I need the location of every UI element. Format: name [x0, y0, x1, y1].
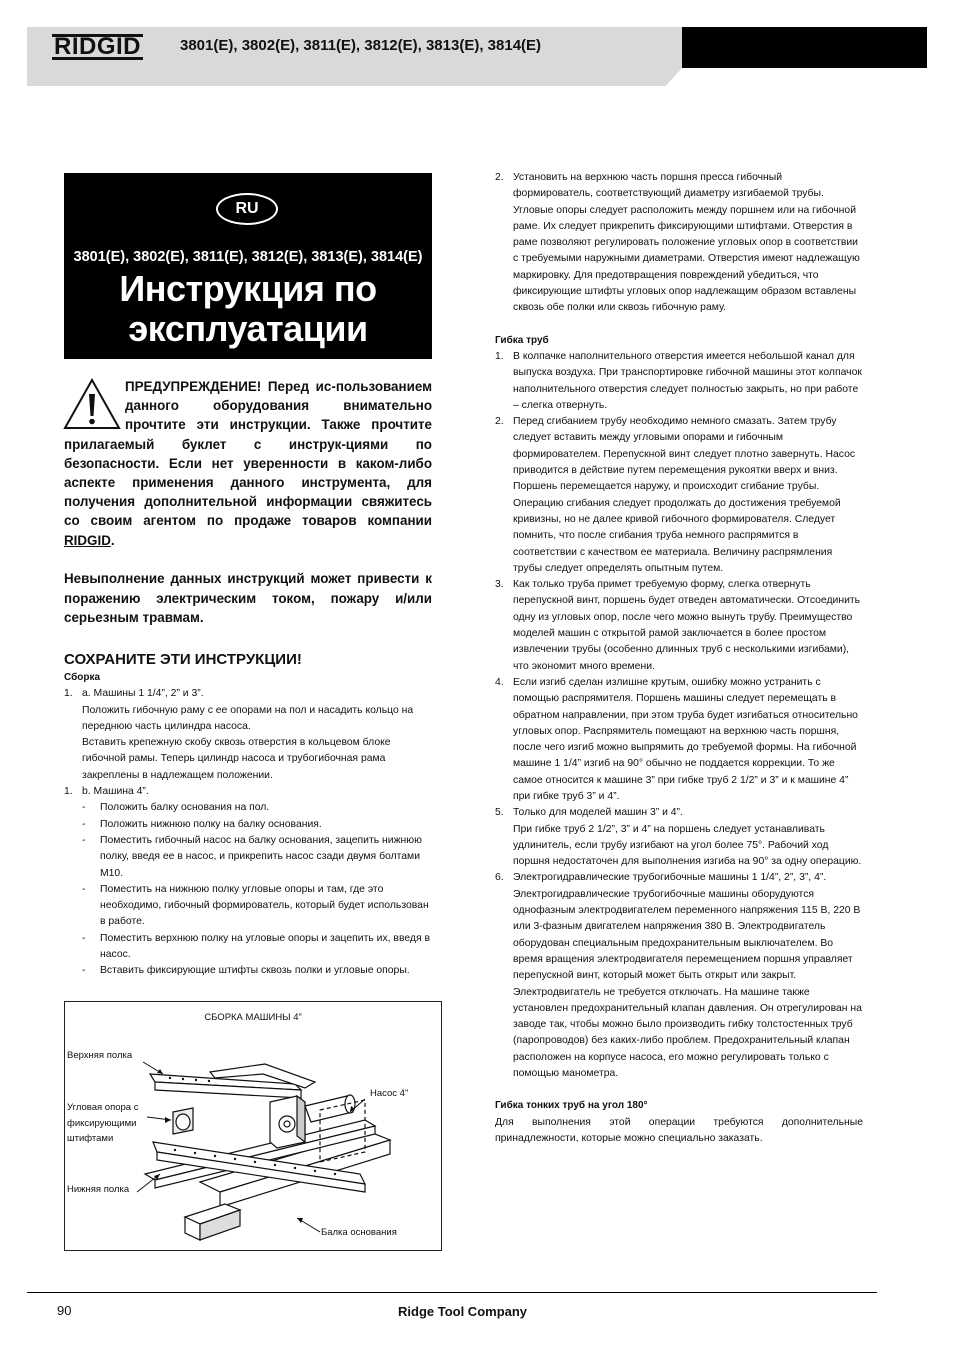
- assembly-section: [64, 670, 432, 980]
- bending-section: [495, 170, 863, 1147]
- header-models: 3801(E), 3802(E), 3811(E), 3812(E), 3813(E), 3814(E): [180, 37, 542, 54]
- title-line-2: эксплуатации: [128, 308, 368, 349]
- dash-item: - Положить балку основания на пол.: [82, 802, 270, 814]
- header-strip: [27, 68, 682, 86]
- item-number: 1.: [64, 786, 73, 798]
- item-line: a. Машины 1 1/4”, 2” и 3”.: [82, 688, 204, 700]
- warning-note: Невыполнение данных инструкций может привести к поражению электрическим током, пожару и/или серьезным травмам.: [64, 571, 432, 625]
- list-item: 6. Электрогидравлические трубогибочные машины 1 1/4”, 2”, 3”, 4”. Электрогидравлические трубогибочные машины оборудуются однофазным электродвигателем переменного напряжения 115 В, 220 В или 3-фазным двигателем напряжения 380 В. Электродвигатель оборудован специальным предохранительным выключателем. Во время вращения электродвигателя перемещением поршня управляет перепускной винт, который может быть открыт или закрыт. Электродвигатель не требуется отключать. На машине также установлен предохранительный клапан давления. Он отрегулирован на заводе так, чтобы можно было производить гибку толстостенных труб (паропроводов) без каких-либо проблем. Предохранительный клапан расположен на корпусе насоса, его можно регулировать только с помощью манометра.: [495, 872, 862, 1080]
- item-text: Установить на верхнюю часть поршня пресса гибочный формирователь, соответствующий диаметру изгибаемой трубы. Угловые опоры следует расположить между поршнем или на гибочной раме. Их следует прикрепить фиксирующими штифтами. Отверстия в раме позволяют регулировать положение угловых опор в соответствии с требуемыми наружными диаметрами. Отверстия имеют надлежащую маркировку. Для предотвращения повреждений убедиться, что фиксирующие штифты угловых опор надлежащим образом вставлены сквозь обе полки или сквозь гибочную раму.: [513, 172, 860, 314]
- figure-caption: СБОРКА МАШИНЫ 4”: [204, 1012, 302, 1023]
- list-item: [64, 784, 432, 800]
- label-top-shelf: Верхняя полка: [67, 1050, 133, 1061]
- item-line: Вставить крепежную скобу сквозь отверстия в кольцевом блоке гибочной рамы. Теперь цилиндр насоса и трубогибочная рама закреплены в надлежащем положении.: [82, 737, 391, 781]
- list-item: 2. Перед сгибанием трубу необходимо немного смазать. Затем трубу следует вставить между угловыми опорами и гибочным формирователем. Перепускной винт следует плотно завернуть. Насос приводится в действие путем перемещения рукоятки вверх и вниз. Поршень перемещается наружу, и происходит сгибание трубы. Операцию сгибания следует продолжать до достижения требуемой кривизны, но не далее кривой гибочного формирователя. Следует помнить, что после сгибания труба немного распрямится в соответствии с качеством ее материала. Величину распрямления трубы следует определять опытным путем.: [495, 416, 856, 574]
- list-item: [64, 686, 432, 784]
- dash-item: - Поместить гибочный насос на балку основания, зацепить нижнюю полку, введя ее в насос, и прикрепить насос сзади двумя болтами M10.: [82, 834, 422, 879]
- label-base-beam: Балка основания: [321, 1227, 397, 1238]
- label-pump: Насос 4”: [370, 1088, 409, 1099]
- item-number: 1.: [64, 688, 73, 700]
- list-item: 1. В колпачке наполнительного отверстия имеется небольшой канал для выпуска воздуха. При транспортировке гибочной машины этот колпачок наполнительного отверстия следует полностью закрыть, но при работе – слегка отвернуть.: [495, 350, 862, 411]
- company-name: Ridge Tool Company: [398, 1304, 528, 1319]
- label-bottom-shelf: Нижняя полка: [67, 1184, 130, 1195]
- dash-item: - Положить нижнюю полку на балку основания.: [82, 818, 322, 830]
- logo-text: RIDGID: [54, 33, 141, 60]
- header-black-block: [682, 27, 927, 68]
- assembly-title: Сборка: [64, 672, 101, 683]
- list-item: 5. Только для моделей машин 3” и 4”. При гибке труб 2 1/2”, 3” и 4” на поршень следует устанавливать удлинитель, если трубу изгибают на угол более 75°. Рабочий ход поршня недостаточен для выполнения изгиба на 90° за одну операцию.: [495, 807, 862, 868]
- thin-pipe-title: Гибка тонких труб на угол 180°: [495, 1100, 648, 1112]
- list-item: 2. Установить на верхнюю часть поршня пресса гибочный формирователь, соответствующий диаметру изгибаемой трубы. Угловые опоры следует расположить между поршнем или на гибочной раме. Их следует прикрепить фиксирующими штифтами. Отверстия в раме позволяют регулировать положение угловых опор в соответствии с требуемыми наружными диаметрами. Отверстия имеют надлежащую маркировку. Для предотвращения повреждений убедиться, что фиксирующие штифты угловых опор надлежащим образом вставлены сквозь обе полки или сквозь гибочную раму.: [495, 170, 863, 317]
- thin-pipe-text: Для выполнения этой операции требуются дополнительные принадлежности, которые можно специально заказать.: [495, 1116, 863, 1144]
- list-item: 3. Как только труба примет требуемую форму, слегка отвернуть перепускной винт, поршень будет отведен автоматически. Отсоединить одну из угловых опор, после чего можно вынуть трубу. Преимущество моделей машин с открытой рамой заключается в более простом извлечении трубы (особенно длинных труб с несколькими изгибами), что экономит много времени.: [495, 579, 861, 672]
- label-corner-support: Угловая опора с фиксирующими штифтами: [67, 1102, 139, 1144]
- warning-text: [64, 377, 432, 550]
- title-line-1: Инструкция по: [119, 268, 377, 309]
- item-line: Положить гибочную раму с ее опорами на пол и насадить кольцо на переднюю часть цилиндра насоса.: [82, 704, 414, 732]
- list-item: 4. Если изгиб сделан излишне крутым, ошибку можно устранить с помощью распрямителя. Поршень машины следует перемещать в обратном направлении, при этом труба будет изгибаться относительно угловых опор. Распрямитель помещают на верхнюю часть поршня, после чего изгиб можно выпрямить до требуемой формы. На гибочной машине 1 1/4” изгиб на 90° обычно не поддается коррекции. То же самое относится к машине 3” при гибке труб 2 1/2” и 3” и к машине 4” при гибке труб 3” и 4”.: [495, 676, 858, 802]
- assembly-figure: [64, 1001, 442, 1251]
- item-line: b. Машина 4”.: [82, 786, 149, 798]
- dash-item: - Вставить фиксирующие штифты сквозь полки и угловые опоры.: [82, 965, 410, 977]
- dash-item: - Поместить верхнюю полку на угловые опоры и зацепить их, введя в насос.: [82, 932, 430, 961]
- manual-title: [64, 269, 432, 349]
- page-number: 90: [57, 1303, 72, 1318]
- bending-title: Гибка труб: [495, 334, 549, 346]
- footer-rule: [27, 1292, 877, 1293]
- title-models: 3801(E), 3802(E), 3811(E), 3812(E), 3813(E), 3814(E): [73, 249, 423, 265]
- title-box: [64, 173, 432, 359]
- warning-brand: RIDGID: [64, 532, 111, 548]
- ridgid-logo: [52, 32, 143, 62]
- language-badge: RU: [216, 193, 278, 225]
- dash-item: - Поместить на нижнюю полку угловые опоры и там, где это необходимо, гибочный формирователь, который будет использован в работе.: [82, 883, 429, 928]
- warning-end: .: [110, 532, 115, 548]
- warning-body: ПРЕДУПРЕЖДЕНИЕ! Перед ис-пользованием данного оборудования внимательно прочтите эти инструкции. Также прочтите прилагаемый буклет с инструк-циями по безопасности. Если нет уверенности в каком-либо аспекте применения данного инструмента, для получения дополнительной информации свяжитесь со своим агентом по продаже товаров компании: [64, 379, 432, 529]
- save-instructions-title: СОХРАНИТЕ ЭТИ ИНСТРУКЦИИ!: [64, 651, 302, 668]
